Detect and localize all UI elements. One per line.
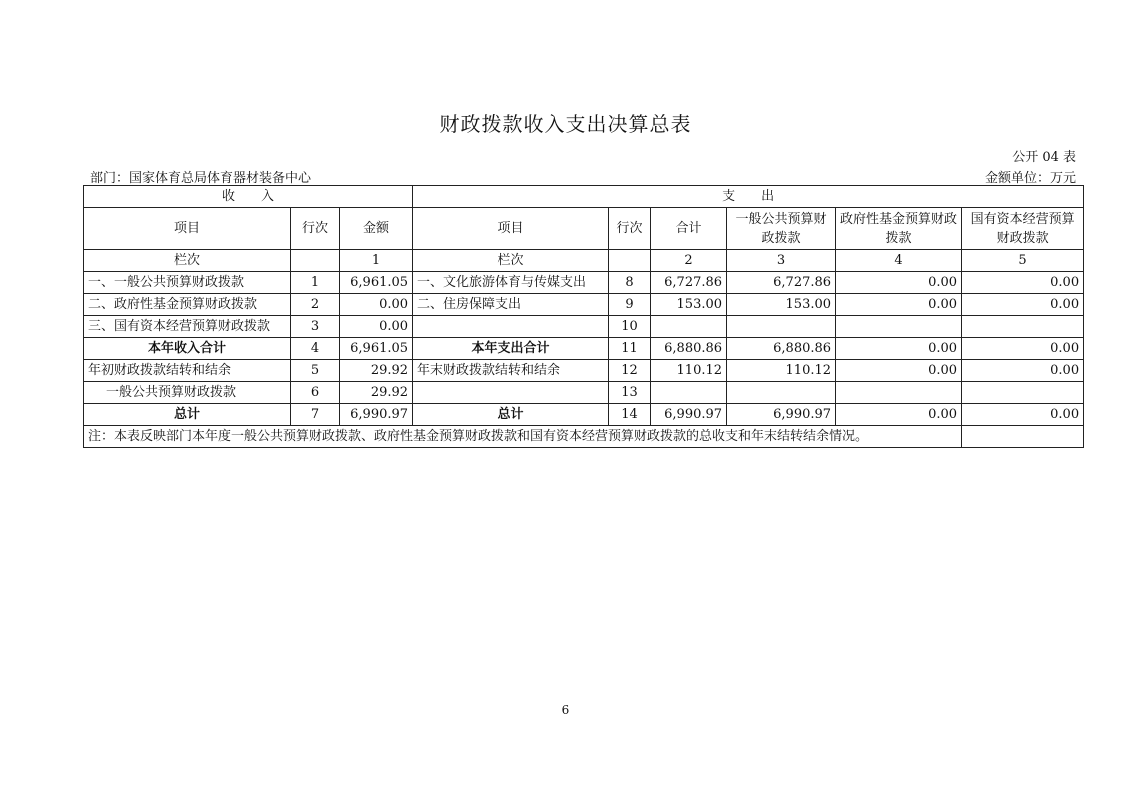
page-number: 6 xyxy=(561,703,570,717)
budget-summary-table xyxy=(83,185,1084,448)
expense-line: 11 xyxy=(609,338,651,360)
expense-general: 153.00 xyxy=(727,294,836,316)
income-item: 一、一般公共预算财政拨款 xyxy=(84,272,291,294)
expense-line: 9 xyxy=(609,294,651,316)
table-row xyxy=(84,338,1084,360)
column-index-row xyxy=(84,250,1084,272)
income-item: 一般公共预算财政拨款 xyxy=(84,382,291,404)
expense-item: 本年支出合计 xyxy=(413,338,609,360)
expense-line: 12 xyxy=(609,360,651,382)
department-label: 部门：国家体育总局体育器材装备中心 xyxy=(90,171,312,186)
expense-fund: 0.00 xyxy=(836,294,962,316)
index-blank-2 xyxy=(609,250,651,272)
income-amount: 29.92 xyxy=(340,382,413,404)
income-line: 5 xyxy=(291,360,340,382)
expense-total: 6,880.86 xyxy=(651,338,727,360)
expense-general: 6,990.97 xyxy=(727,404,836,426)
col-state-capital: 国有资本经营预算财政拨款 xyxy=(962,208,1084,250)
income-line: 1 xyxy=(291,272,340,294)
col-line-income: 行次 xyxy=(291,208,340,250)
expense-line: 14 xyxy=(609,404,651,426)
form-number: 公开 04 表 xyxy=(1012,150,1076,165)
col-item-income: 项目 xyxy=(84,208,291,250)
income-amount: 6,990.97 xyxy=(340,404,413,426)
expense-capital xyxy=(962,382,1084,404)
expense-fund: 0.00 xyxy=(836,404,962,426)
expense-fund xyxy=(836,382,962,404)
income-item: 三、国有资本经营预算财政拨款 xyxy=(84,316,291,338)
table-row xyxy=(84,294,1084,316)
expense-fund: 0.00 xyxy=(836,272,962,294)
expense-capital: 0.00 xyxy=(962,338,1084,360)
income-line: 7 xyxy=(291,404,340,426)
table-note: 注：本表反映部门本年度一般公共预算财政拨款、政府性基金预算财政拨款和国有资本经营预算财政拨款的总收支和年末结转结余情况。 xyxy=(84,426,962,448)
expense-item: 总计 xyxy=(413,404,609,426)
expense-item xyxy=(413,316,609,338)
col-item-expense: 项目 xyxy=(413,208,609,250)
expense-fund: 0.00 xyxy=(836,338,962,360)
income-line: 6 xyxy=(291,382,340,404)
expense-total: 153.00 xyxy=(651,294,727,316)
income-item: 年初财政拨款结转和结余 xyxy=(84,360,291,382)
col-line-expense: 行次 xyxy=(609,208,651,250)
income-line: 3 xyxy=(291,316,340,338)
expense-total: 6,727.86 xyxy=(651,272,727,294)
index-3: 3 xyxy=(727,250,836,272)
income-line: 2 xyxy=(291,294,340,316)
expense-capital: 0.00 xyxy=(962,404,1084,426)
income-amount: 6,961.05 xyxy=(340,272,413,294)
income-item: 本年收入合计 xyxy=(84,338,291,360)
expense-total xyxy=(651,382,727,404)
expense-total: 110.12 xyxy=(651,360,727,382)
expense-fund xyxy=(836,316,962,338)
income-line: 4 xyxy=(291,338,340,360)
index-1: 1 xyxy=(340,250,413,272)
expense-capital: 0.00 xyxy=(962,294,1084,316)
expense-general xyxy=(727,316,836,338)
expense-line: 13 xyxy=(609,382,651,404)
page-title: 财政拨款收入支出决算总表 xyxy=(439,112,692,136)
income-amount: 6,961.05 xyxy=(340,338,413,360)
expense-capital xyxy=(962,316,1084,338)
index-5: 5 xyxy=(962,250,1084,272)
index-2: 2 xyxy=(651,250,727,272)
index-label-left: 栏次 xyxy=(84,250,291,272)
header-row-1 xyxy=(84,186,1084,208)
income-item: 二、政府性基金预算财政拨款 xyxy=(84,294,291,316)
col-total: 合计 xyxy=(651,208,727,250)
table-row xyxy=(84,272,1084,294)
table-row xyxy=(84,382,1084,404)
unit-label: 金额单位：万元 xyxy=(984,171,1076,186)
table-row xyxy=(84,316,1084,338)
expense-fund: 0.00 xyxy=(836,360,962,382)
expense-item xyxy=(413,382,609,404)
expense-capital: 0.00 xyxy=(962,360,1084,382)
expense-general: 6,880.86 xyxy=(727,338,836,360)
income-amount: 29.92 xyxy=(340,360,413,382)
index-blank xyxy=(291,250,340,272)
note-blank xyxy=(962,426,1084,448)
table-row xyxy=(84,360,1084,382)
income-amount: 0.00 xyxy=(340,316,413,338)
expense-header: 支 出 xyxy=(413,186,1084,208)
note-row xyxy=(84,426,1084,448)
expense-item: 二、住房保障支出 xyxy=(413,294,609,316)
table-row xyxy=(84,404,1084,426)
index-label-right: 栏次 xyxy=(413,250,609,272)
col-amount-income: 金额 xyxy=(340,208,413,250)
income-header: 收 入 xyxy=(84,186,413,208)
expense-capital: 0.00 xyxy=(962,272,1084,294)
income-amount: 0.00 xyxy=(340,294,413,316)
expense-general: 6,727.86 xyxy=(727,272,836,294)
expense-item: 年末财政拨款结转和结余 xyxy=(413,360,609,382)
expense-item: 一、文化旅游体育与传媒支出 xyxy=(413,272,609,294)
expense-total xyxy=(651,316,727,338)
income-item: 总计 xyxy=(84,404,291,426)
expense-total: 6,990.97 xyxy=(651,404,727,426)
header-row-2 xyxy=(84,208,1084,250)
index-4: 4 xyxy=(836,250,962,272)
col-gov-fund: 政府性基金预算财政拨款 xyxy=(836,208,962,250)
expense-general: 110.12 xyxy=(727,360,836,382)
expense-line: 10 xyxy=(609,316,651,338)
expense-line: 8 xyxy=(609,272,651,294)
expense-general xyxy=(727,382,836,404)
col-general-budget: 一般公共预算财政拨款 xyxy=(727,208,836,250)
